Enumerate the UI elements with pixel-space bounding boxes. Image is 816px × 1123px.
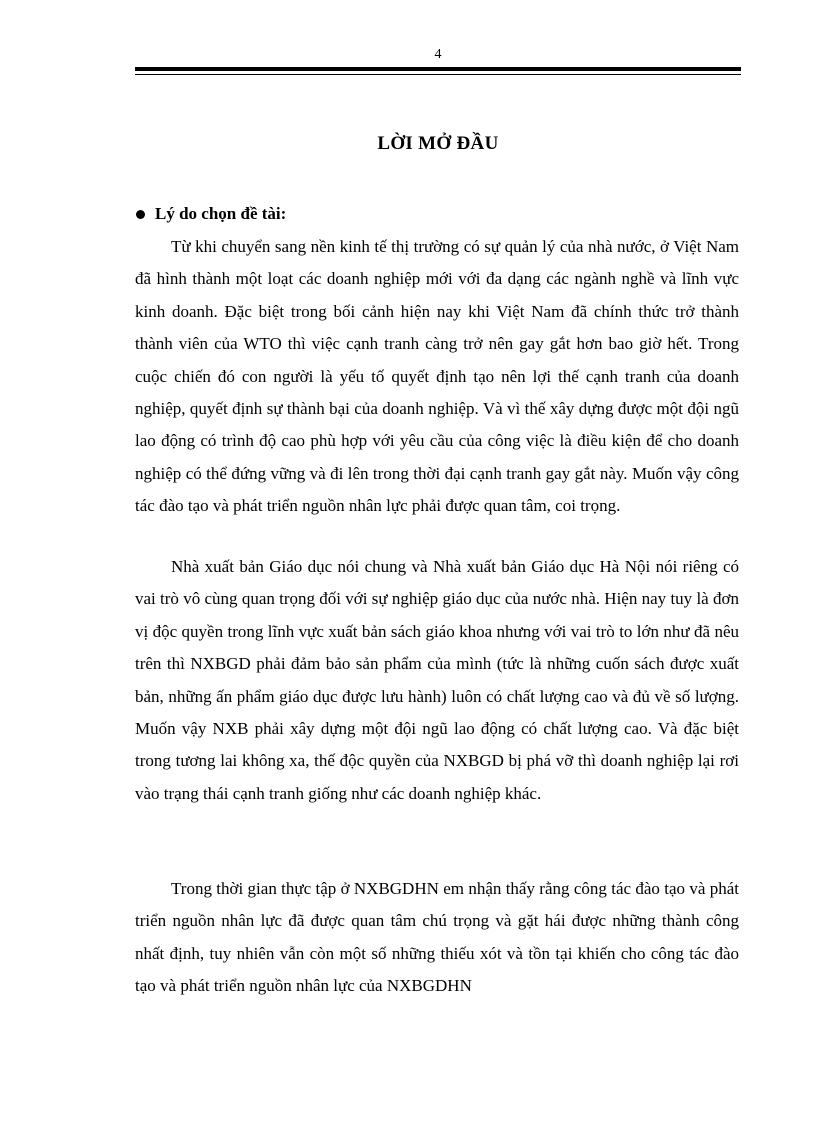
paragraph-2: Nhà xuất bản Giáo dục nói chung và Nhà xuất bản Giáo dục Hà Nội nói riêng có vai trò vô cùng quan trọng đối với sự nghiệp giáo dục của nước nhà. Hiện nay tuy là đơn vị độc quyền trong lĩnh vực xuất bản sách giáo khoa nhưng với vai trò to lớn như đã nêu trên thì NXBGD phải đảm bảo sản phẩm của mình (tức là những cuốn sách được xuất bản, những ấn phẩm giáo dục được lưu hành) luôn có chất lượng cao và đủ về số lượng. Muốn vậy NXB phải xây dựng một đội ngũ lao động có chất lượng cao. Và đặc biệt trong tương lai không xa, thế độc quyền của NXBGD bị phá vỡ thì doanh nghiệp lại rơi vào trạng thái cạnh tranh giống như các doanh nghiệp khác. — [135, 557, 739, 803]
paragraph-3: Trong thời gian thực tập ở NXBGDHN em nhận thấy rằng công tác đào tạo và phát triển nguồn nhân lực đã được quan tâm chú trọng và gặt hái được những thành công nhất định, tuy nhiên vẫn còn một số những thiếu xót và tồn tại khiến cho công tác đào tạo và phát triển nguồn nhân lực của NXBGDHN — [135, 879, 739, 996]
section-heading — [136, 204, 286, 224]
paragraph-1-block — [135, 231, 739, 523]
paragraph-3-block — [135, 873, 739, 1003]
paragraph-2-block — [135, 551, 739, 810]
page-number: 4 — [434, 47, 442, 62]
bullet-icon — [136, 210, 145, 219]
header-rule-thin — [135, 74, 741, 75]
section-heading-text: Lý do chọn đề tài: — [155, 204, 287, 223]
paragraph-1: Từ khi chuyển sang nền kinh tế thị trường có sự quản lý của nhà nước, ở Việt Nam đã hình thành một loạt các doanh nghiệp mới với đa dạng các ngành nghề và lĩnh vực kinh doanh. Đặc biệt trong bối cảnh hiện nay khi Việt Nam đã chính thức trở thành thành viên của WTO thì việc cạnh tranh càng trở nên gay gắt hơn bao giờ hết. Trong cuộc chiến đó con người là yếu tố quyết định tạo nên lợi thế cạnh tranh của doanh nghiệp, quyết định sự thành bại của doanh nghiệp. Và vì thế xây dựng được một đội ngũ lao động có trình độ cao phù hợp với yêu cầu của công việc là điều kiện để cho doanh nghiệp có thể đứng vững và đi lên trong thời đại cạnh tranh gay gắt này. Muốn vậy công tác đào tạo và phát triển nguồn nhân lực phải được quan tâm, coi trọng. — [135, 237, 739, 516]
header-rule-thick — [135, 67, 741, 71]
page-title: LỜI MỞ ĐẦU — [377, 133, 499, 154]
